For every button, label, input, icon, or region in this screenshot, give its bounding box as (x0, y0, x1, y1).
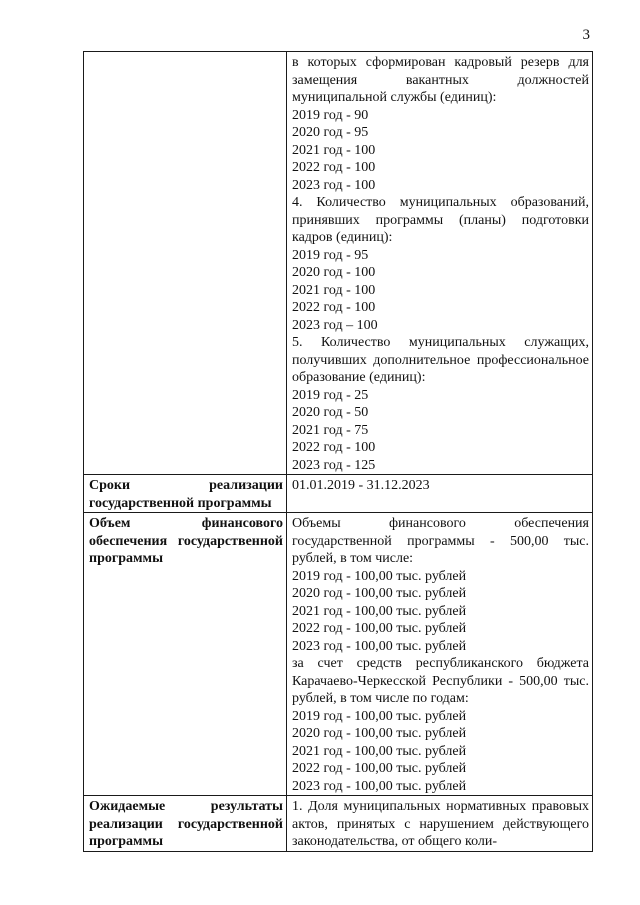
row-value (287, 513, 593, 796)
row-value (287, 475, 593, 513)
value-line: 2023 год - 100,00 тыс. рублей (292, 638, 467, 654)
value-line: 01.01.2019 - 31.12.2023 (292, 478, 430, 493)
value-line: 2021 год - 100,00 тыс. рублей (292, 743, 467, 759)
value-paragraph: 4. Количество муниципальных образований, принявших программы (планы) подготовки кадров (единиц): (292, 195, 589, 245)
table-row (84, 52, 593, 475)
value-line: 2022 год - 100 (292, 160, 376, 175)
value-line: 2022 год - 100,00 тыс. рублей (292, 761, 467, 776)
value-line: 2020 год - 100,00 тыс. рублей (292, 586, 467, 601)
value-line: 2020 год - 95 (292, 125, 369, 140)
value-line: 2019 год - 100,00 тыс. рублей (292, 708, 467, 724)
row-label: Объем финансового обеспечения государственной программы (84, 513, 287, 796)
value-line: 2019 год - 95 (292, 247, 369, 263)
value-paragraph: за счет средств республиканского бюджета Карачаево-Черкесской Республики - 500,00 тыс. рублей, в том числе по годам: (292, 656, 589, 706)
value-line: 2019 год - 100,00 тыс. рублей (292, 568, 467, 584)
value-line: 2021 год - 100,00 тыс. рублей (292, 603, 467, 619)
value-paragraph: 5. Количество муниципальных служащих, получивших дополнительное профессиональное образование (единиц): (292, 335, 589, 385)
value-paragraph: Объемы финансового обеспечения государственной программы - 500,00 тыс. рублей, в том числе: (292, 516, 589, 566)
program-passport-table (83, 51, 593, 852)
value-line: 2021 год - 75 (292, 422, 369, 438)
value-line: 2020 год - 100,00 тыс. рублей (292, 726, 467, 741)
table-row (84, 475, 593, 513)
value-line: 2022 год - 100 (292, 300, 376, 315)
row-label (84, 52, 287, 475)
row-label: Сроки реализации государственной программы (84, 475, 287, 513)
value-line: 2023 год - 125 (292, 457, 376, 473)
value-line: 2021 год - 100 (292, 282, 376, 298)
page-number: 3 (582, 27, 590, 43)
value-line: 2023 год – 100 (292, 317, 378, 333)
value-line: 2019 год - 25 (292, 387, 369, 403)
value-line: 2022 год - 100,00 тыс. рублей (292, 621, 467, 636)
table-row (84, 796, 593, 852)
row-value (287, 796, 593, 852)
value-line: 2021 год - 100 (292, 142, 376, 158)
value-paragraph: 1. Доля муниципальных нормативных правовых актов, принятых с нарушением действующего законодательства, от общего коли- (292, 799, 589, 849)
value-line: 2023 год - 100 (292, 177, 376, 193)
value-line: 2019 год - 90 (292, 107, 369, 123)
value-paragraph: в которых сформирован кадровый резерв для замещения вакантных должностей муниципальной службы (единиц): (292, 55, 589, 105)
table-row (84, 513, 593, 796)
value-line: 2022 год - 100 (292, 440, 376, 455)
row-value (287, 52, 593, 475)
value-line: 2020 год - 50 (292, 405, 369, 420)
table-body (84, 52, 593, 852)
value-line: 2020 год - 100 (292, 265, 376, 280)
value-line: 2023 год - 100,00 тыс. рублей (292, 778, 467, 794)
row-label: Ожидаемые результаты реализации государственной программы (84, 796, 287, 852)
